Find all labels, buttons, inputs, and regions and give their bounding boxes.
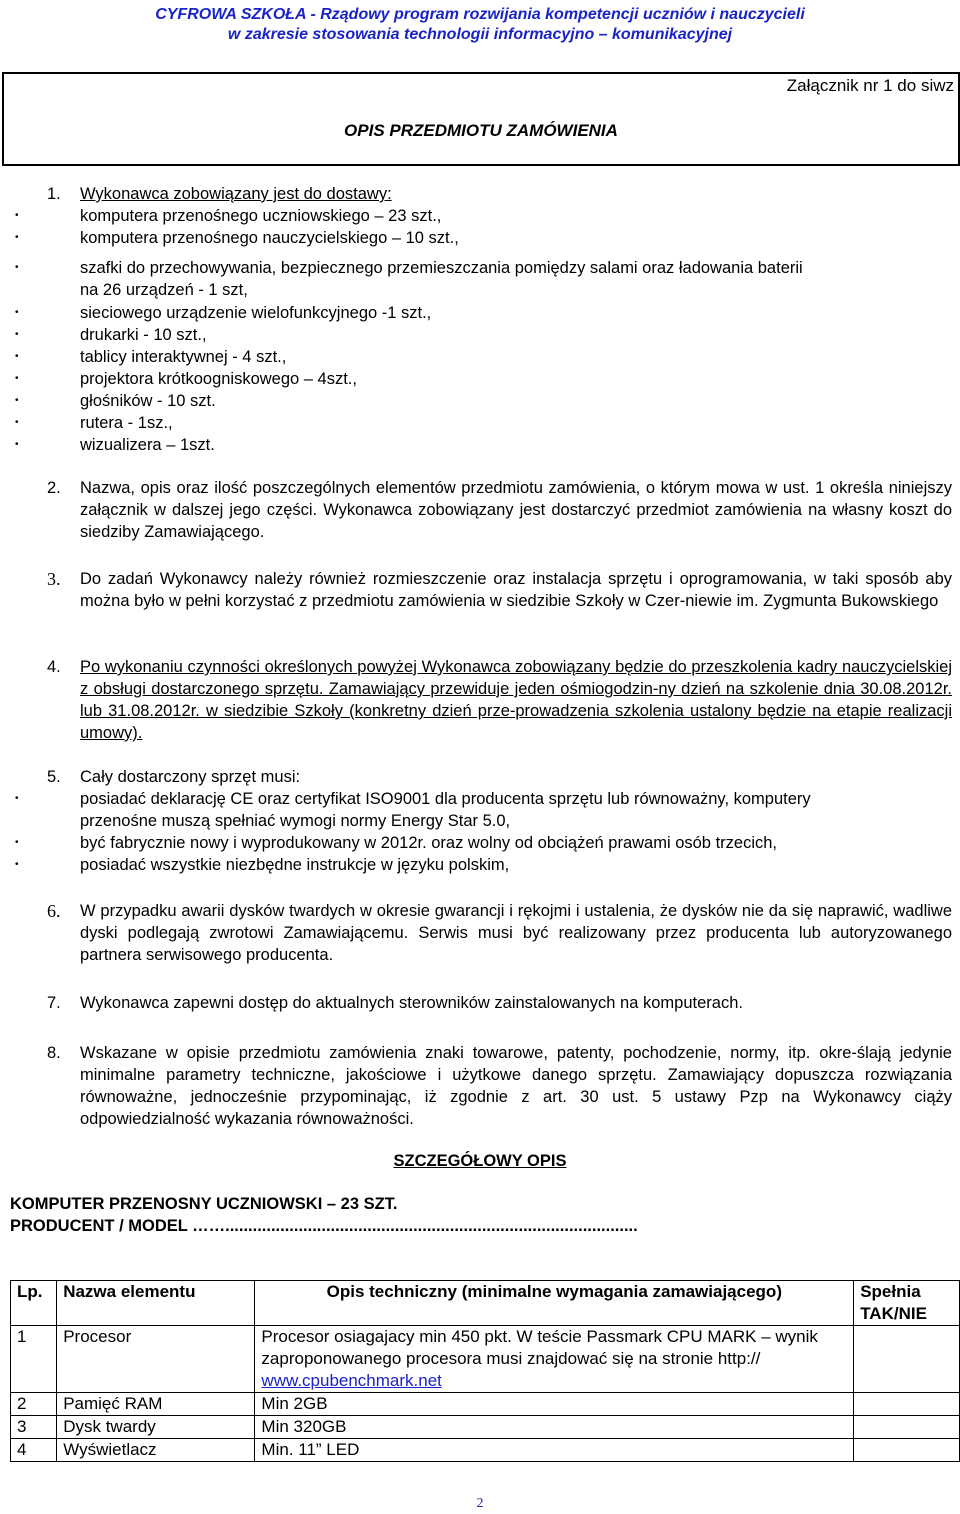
page-number: 2: [476, 1496, 484, 1511]
detail-heading: SZCZEGÓŁOWY OPIS: [393, 1152, 567, 1170]
bullet-icon: •: [15, 232, 19, 243]
program-header-line2: w zakresie stosowania technologii informacyjno – komunikacyjnej: [227, 26, 733, 43]
list-item: sieciowego urządzenie wielofunkcyjnego -1 szt.,: [80, 304, 432, 322]
list-item: rutera - 1sz.,: [80, 414, 173, 432]
section-6-number: 6.: [47, 901, 61, 921]
spec-table: [10, 1280, 960, 1462]
bullet-icon: •: [15, 859, 19, 870]
bullet-icon: •: [15, 395, 19, 406]
cell-lp: 2: [11, 1393, 57, 1416]
section-1-number: 1.: [47, 185, 61, 203]
table-row: [11, 1393, 960, 1416]
bullet-icon: •: [15, 210, 19, 221]
section-7-text: Wykonawca zapewni dostęp do aktualnych sterowników zainstalowanych na komputerach.: [80, 994, 743, 1012]
product-title: KOMPUTER PRZENOSNY UCZNIOWSKI – 23 SZT.: [10, 1195, 398, 1213]
bullet-icon: •: [15, 329, 19, 340]
section-5-intro: Cały dostarczony sprzęt musi:: [80, 768, 301, 786]
section-3-number: 3.: [47, 569, 61, 589]
program-header-line1: CYFROWA SZKOŁA - Rządowy program rozwijania kompetencji uczniów i nauczycieli: [155, 6, 805, 23]
cell-description: Min 320GB: [255, 1416, 854, 1439]
section-8-number: 8.: [47, 1044, 61, 1062]
section-6-text: W przypadku awarii dysków twardych w okresie gwarancji i rękojmi i ustalenia, że dysków nie da się naprawić, wadliwe dyski podlegają zwrotowi Zamawiającemu. Serwis musi być realizowany przez producenta lub autoryzowanego partnera serwisowego producenta.: [80, 902, 952, 964]
cell-compliance[interactable]: [854, 1326, 960, 1393]
cell-lp: 3: [11, 1416, 57, 1439]
cell-element: Dysk twardy: [57, 1416, 255, 1439]
list-item: posiadać deklarację CE oraz certyfikat ISO9001 dla producenta sprzętu lub równoważny, komputery: [80, 790, 811, 808]
section-2-text: Nazwa, opis oraz ilość poszczególnych elementów przedmiotu zamówienia, o którym mowa w ust. 1 określa niniejszy załącznik w dalszej jego części. Wykonawca zobowiązany jest dostarczyć przedmiot zamówienia na własny koszt do siedziby Zamawiającego.: [80, 479, 952, 541]
list-item: projektora krótkoogniskowego – 4szt.,: [80, 370, 357, 388]
bullet-icon: •: [15, 837, 19, 848]
bullet-icon: •: [15, 439, 19, 450]
cell-description: [255, 1326, 854, 1393]
cell-lp: 4: [11, 1439, 57, 1462]
producer-model-line: PRODUCENT / MODEL ……..........................................................................................: [10, 1217, 638, 1235]
document-title: OPIS PRZEDMIOTU ZAMÓWIENIA: [344, 121, 618, 140]
list-item: wizualizera – 1szt.: [80, 436, 215, 454]
list-item-continuation: na 26 urządzeń - 1 szt,: [80, 281, 248, 299]
list-item: głośników - 10 szt.: [80, 392, 216, 410]
cell-compliance[interactable]: [854, 1393, 960, 1416]
cell-lp: 1: [11, 1326, 57, 1393]
list-item: tablicy interaktywnej - 4 szt.,: [80, 348, 287, 366]
bullet-icon: •: [15, 793, 19, 804]
title-box: [2, 72, 960, 166]
col-description: Opis techniczny (minimalne wymagania zamawiającego): [255, 1281, 854, 1326]
list-item: posiadać wszystkie niezbędne instrukcje w języku polskim,: [80, 856, 510, 874]
section-8-text: Wskazane w opisie przedmiotu zamówienia znaki towarowe, patenty, pochodzenie, normy, itp. okre-ślają jedynie minimalne parametry techniczne, jakościowe i użytkowe danego sprzętu. Zamawiający dopuszcza rozwiązania równoważne, jednocześnie przypominając, iż zgodnie z art. 30 ust. 5 ustawy Pzp na Wykonawcy ciąży odpowiedzialność wykazania równoważności.: [80, 1044, 952, 1128]
cell-description-text: Procesor osiagajacy min 450 pkt. W teście Passmark CPU MARK – wynik zaproponowanego procesora musi znajdować się na stronie http://: [261, 1327, 818, 1368]
cell-element: Wyświetlacz: [57, 1439, 255, 1462]
bullet-icon: •: [15, 262, 19, 273]
section-7-number: 7.: [47, 994, 61, 1012]
cell-compliance[interactable]: [854, 1416, 960, 1439]
section-1-intro: Wykonawca zobowiązany jest do dostawy:: [80, 185, 392, 203]
cell-compliance[interactable]: [854, 1439, 960, 1462]
list-item: być fabrycznie nowy i wyprodukowany w 2012r. oraz wolny od obciążeń prawami osób trzecich,: [80, 834, 778, 852]
bullet-icon: •: [15, 373, 19, 384]
list-item: komputera przenośnego uczniowskiego – 23 szt.,: [80, 207, 442, 225]
table-header-row: [11, 1281, 960, 1326]
col-compliance: Spełnia TAK/NIE: [854, 1281, 960, 1326]
table-row: [11, 1326, 960, 1393]
list-item: drukarki - 10 szt.,: [80, 326, 207, 344]
cell-element: Procesor: [57, 1326, 255, 1393]
list-item: szafki do przechowywania, bezpiecznego przemieszczania pomiędzy salami oraz ładowania baterii: [80, 259, 803, 277]
list-item: komputera przenośnego nauczycielskiego – 10 szt.,: [80, 229, 459, 247]
bullet-icon: •: [15, 307, 19, 318]
cell-description: Min 2GB: [255, 1393, 854, 1416]
cpubenchmark-link[interactable]: www.cpubenchmark.net: [261, 1371, 442, 1390]
table-row: [11, 1416, 960, 1439]
cell-description: Min. 11” LED: [255, 1439, 854, 1462]
annex-label: Załącznik nr 1 do siwz: [786, 76, 954, 95]
col-lp: Lp.: [11, 1281, 57, 1326]
section-4-text: Po wykonaniu czynności określonych powyżej Wykonawca zobowiązany będzie do przeszkolenia kadry nauczycielskiej z obsługi dostarczonego sprzętu. Zamawiający przewiduje jeden ośmiogodzin-ny dzień na szkolenie dnia 30.08.2012r. lub 31.08.2012r. w siedzibie Szkoły (konkretny dzień prze-prowadzenia szkolenia ustalony będzie na etapie realizacji umowy).: [80, 658, 952, 742]
col-element: Nazwa elementu: [57, 1281, 255, 1326]
section-3-text: Do zadań Wykonawcy należy również rozmieszczenie oraz instalacja sprzętu i oprogramowania, w taki sposób aby można było w pełni korzystać z przedmiotu zamówienia w siedzibie Szkoły w Czer-niewie im. Zygmunta Bukowskiego: [80, 570, 952, 610]
section-4-number: 4.: [47, 658, 61, 676]
section-5-number: 5.: [47, 768, 61, 786]
cell-element: Pamięć RAM: [57, 1393, 255, 1416]
bullet-icon: •: [15, 351, 19, 362]
section-2-number: 2.: [47, 479, 61, 497]
table-row: [11, 1439, 960, 1462]
bullet-icon: •: [15, 417, 19, 428]
list-item-continuation: przenośne muszą spełniać wymogi normy Energy Star 5.0,: [80, 812, 511, 830]
